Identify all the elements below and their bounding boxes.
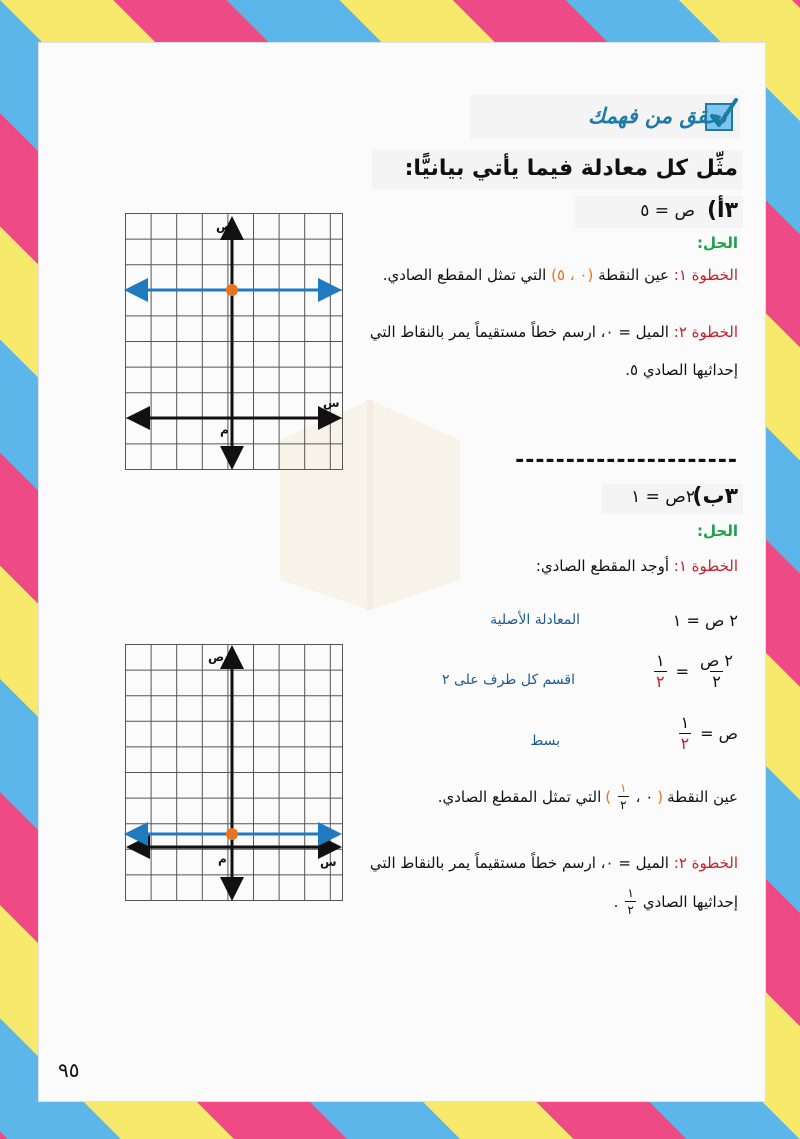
problem-a-step2-line2: إحداثيها الصادي ٥. bbox=[625, 361, 738, 379]
x-axis-label: س bbox=[323, 396, 340, 410]
problem-b-step2: الخطوة ٢: الميل = ٠، ارسم خطاً مستقيماً يمر بالنقاط التي bbox=[369, 854, 738, 872]
fraction: $\frac{\text{٢ ص}}{٢}$ bbox=[699, 651, 733, 691]
section-title: تحقق من فهمك bbox=[588, 104, 727, 128]
problem-a-number: ٣أ) bbox=[706, 198, 738, 223]
problem-b-step2-line2: إحداثيها الصادي $\frac{١}{٢}$ . bbox=[613, 886, 738, 917]
problem-a-step1 bbox=[383, 266, 738, 284]
step-text: التي تمثل المقطع الصادي. bbox=[382, 266, 547, 284]
origin-label: م bbox=[218, 852, 227, 866]
problem-a-solution-label: الحل: bbox=[697, 234, 738, 252]
grid bbox=[125, 644, 343, 901]
step-text: أوجد المقطع الصادي: bbox=[535, 557, 669, 575]
graph-a bbox=[120, 208, 352, 476]
step-label: الخطوة ٢: bbox=[673, 854, 738, 872]
problem-a-step2 bbox=[370, 323, 738, 341]
step-text: عين النقطة bbox=[598, 266, 669, 284]
x-axis-label: س bbox=[320, 855, 337, 869]
intercept-dot bbox=[226, 828, 238, 840]
page-number: ٩٥ bbox=[58, 1058, 80, 1082]
fraction: $\frac{١}{٢}$ bbox=[680, 713, 690, 753]
step-label: الخطوة ١: bbox=[673, 266, 738, 284]
fraction: $\frac{١}{٢}$ bbox=[655, 651, 665, 691]
problem-b-solution-label: الحل: bbox=[697, 522, 738, 540]
solve-row-2-reason: اقسم كل طرف على ٢ bbox=[441, 672, 575, 688]
problem-b-step1 bbox=[536, 557, 738, 575]
problem-b-number: ٣ب) bbox=[692, 484, 738, 509]
problem-a-equation: ص = ٥ bbox=[640, 201, 695, 221]
step-label: الخطوة ٢: bbox=[673, 323, 738, 341]
solve-row-1-expr: ٢ ص = ١ bbox=[672, 611, 738, 630]
grid bbox=[125, 213, 343, 470]
origin-label: م bbox=[220, 423, 229, 437]
step-text: الميل = ٠، ارسم خطاً مستقيماً يمر بالنقاط التي bbox=[369, 323, 669, 341]
solve-row-1-reason: المعادلة الأصلية bbox=[490, 612, 580, 628]
solve-row-2-expr: $\frac{\text{٢ ص}}{٢}$ = $\frac{١}{٢}$ bbox=[655, 651, 733, 691]
intercept-dot bbox=[226, 284, 238, 296]
intercept-point: (٠ ، ٥) bbox=[551, 266, 594, 284]
section-divider: ---------------------- bbox=[515, 448, 738, 473]
solve-row-3-expr: ص = $\frac{١}{٢}$ bbox=[680, 713, 738, 753]
step-label: الخطوة ١: bbox=[673, 557, 738, 575]
instruction-text: مثِّل كل معادلة فيما يأتي بيانيًّا: bbox=[404, 156, 738, 181]
problem-b-point-line: عين النقطة ( ٠ ، $\frac{١}{٢}$ ) التي تمثل المقطع الصادي. bbox=[437, 781, 738, 812]
y-axis-label: ص bbox=[208, 650, 225, 664]
graph-b bbox=[120, 639, 352, 907]
fraction: $\frac{١}{٢}$ bbox=[620, 781, 627, 812]
problem-b-equation: ٢ص = ١ bbox=[631, 487, 695, 507]
y-axis-label: ص bbox=[216, 219, 233, 233]
solve-row-3-reason: بسط bbox=[530, 733, 560, 749]
fraction: $\frac{١}{٢}$ bbox=[627, 886, 634, 917]
